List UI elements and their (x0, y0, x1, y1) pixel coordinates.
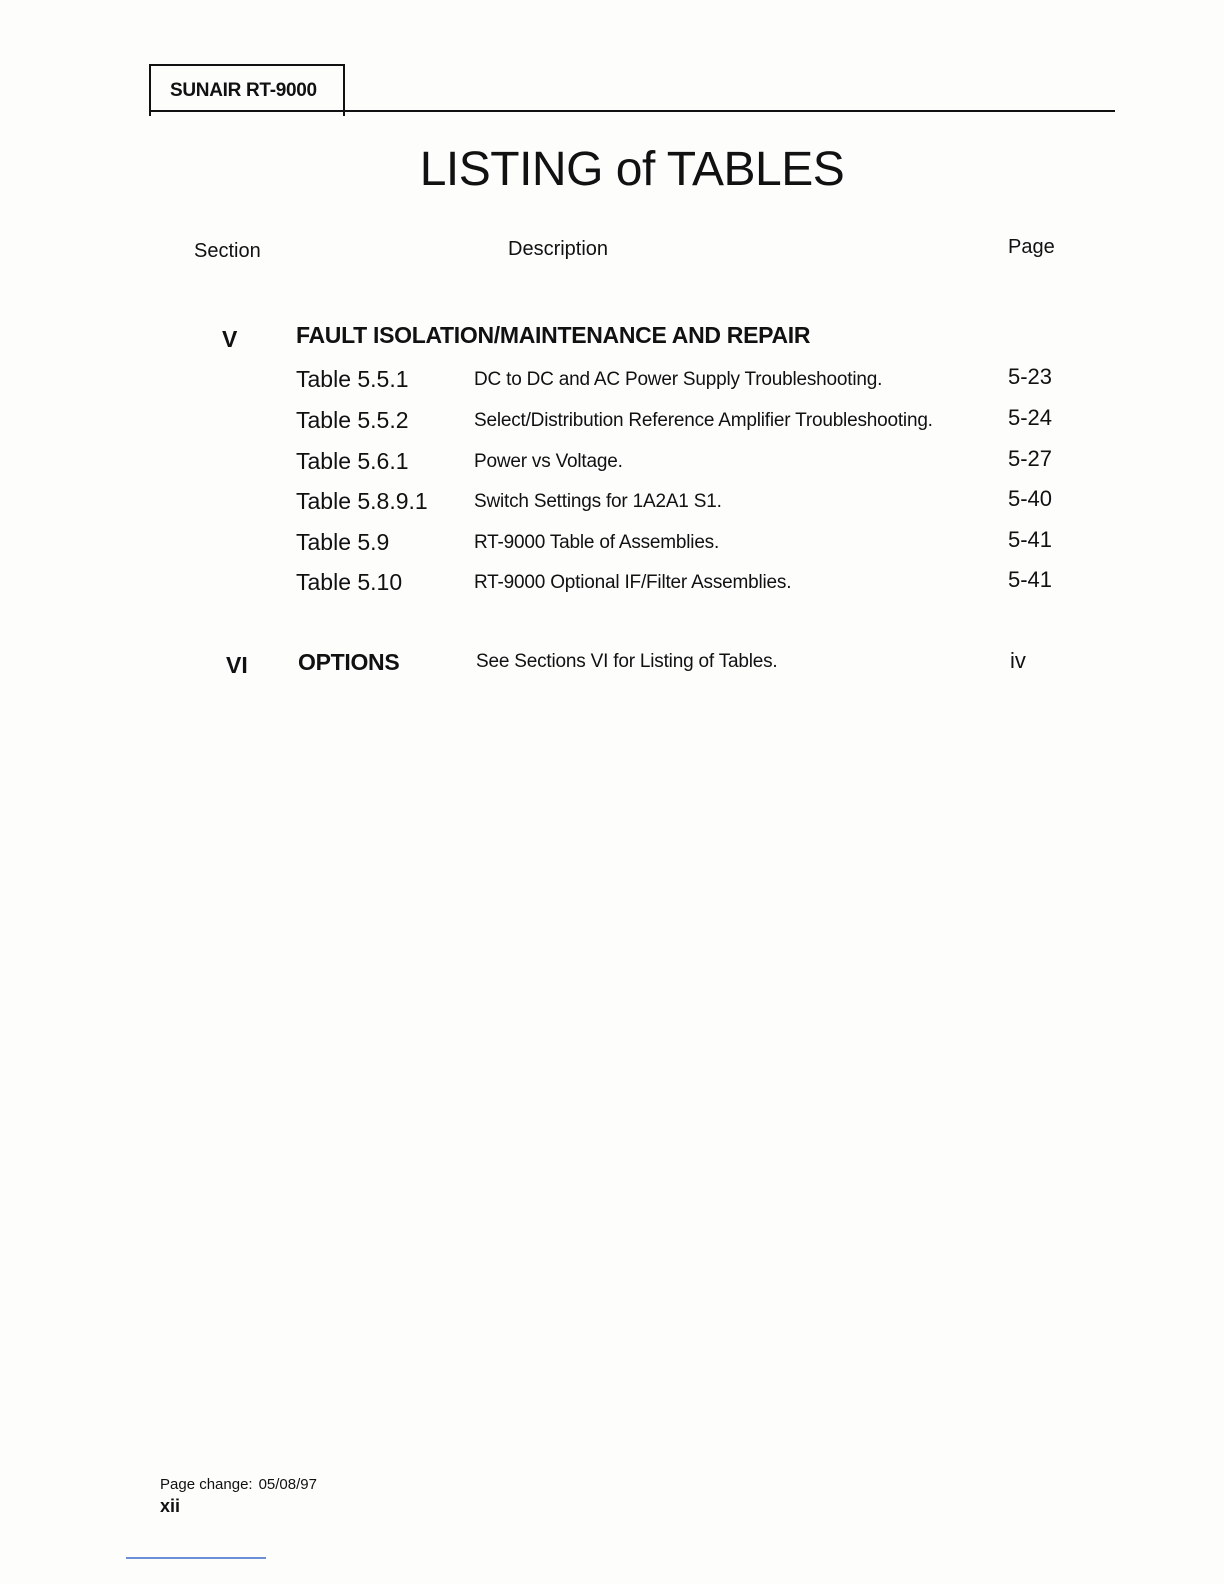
section-number: V (222, 326, 238, 352)
table-entry (0, 448, 1224, 488)
page-change-label: Page change: (160, 1476, 253, 1493)
page-change-date: 05/08/97 (258, 1476, 317, 1493)
table-page: 5-23 (1008, 364, 1053, 389)
table-number: Table 5.5.1 (296, 366, 409, 392)
table-description: Select/Distribution Reference Amplifier Troubleshooting. (474, 410, 933, 431)
page-title: LISTING of TABLES (419, 143, 845, 196)
section-number: VI (226, 652, 248, 678)
table-description: DC to DC and AC Power Supply Troubleshooting. (474, 369, 883, 390)
table-number: Table 5.8.9.1 (296, 488, 428, 514)
options-page: iv (1010, 648, 1026, 673)
column-header-page: Page (1008, 236, 1055, 258)
table-number: Table 5.5.2 (296, 407, 409, 433)
table-entry (0, 407, 1224, 447)
table-entry (0, 529, 1224, 569)
table-entry (0, 366, 1224, 406)
table-description: RT-9000 Optional IF/Filter Assemblies. (474, 572, 792, 593)
header-rule (149, 110, 1115, 112)
table-page: 5-27 (1008, 446, 1053, 471)
table-page: 5-24 (1008, 405, 1053, 430)
table-number: Table 5.9 (296, 529, 390, 555)
header-box (149, 64, 345, 116)
table-description: RT-9000 Table of Assemblies. (474, 532, 720, 553)
section-title: FAULT ISOLATION/MAINTENANCE AND REPAIR (296, 322, 811, 348)
column-header-section: Section (194, 240, 261, 262)
column-header-description: Description (508, 238, 609, 260)
page-number: xii (160, 1496, 181, 1516)
table-description: Switch Settings for 1A2A1 S1. (474, 491, 722, 512)
scan-mark (126, 1557, 266, 1559)
table-entry (0, 569, 1224, 609)
options-description: See Sections VI for Listing of Tables. (476, 651, 778, 672)
table-description: Power vs Voltage. (474, 451, 623, 472)
table-number: Table 5.10 (296, 569, 403, 595)
table-page: 5-41 (1008, 567, 1053, 592)
table-entry (0, 488, 1224, 528)
section-title: OPTIONS (298, 649, 400, 675)
header-label: SUNAIR RT-9000 (170, 80, 317, 101)
table-page: 5-40 (1008, 486, 1053, 511)
table-page: 5-41 (1008, 527, 1053, 552)
page-change-note (160, 1476, 317, 1493)
table-number: Table 5.6.1 (296, 448, 409, 474)
